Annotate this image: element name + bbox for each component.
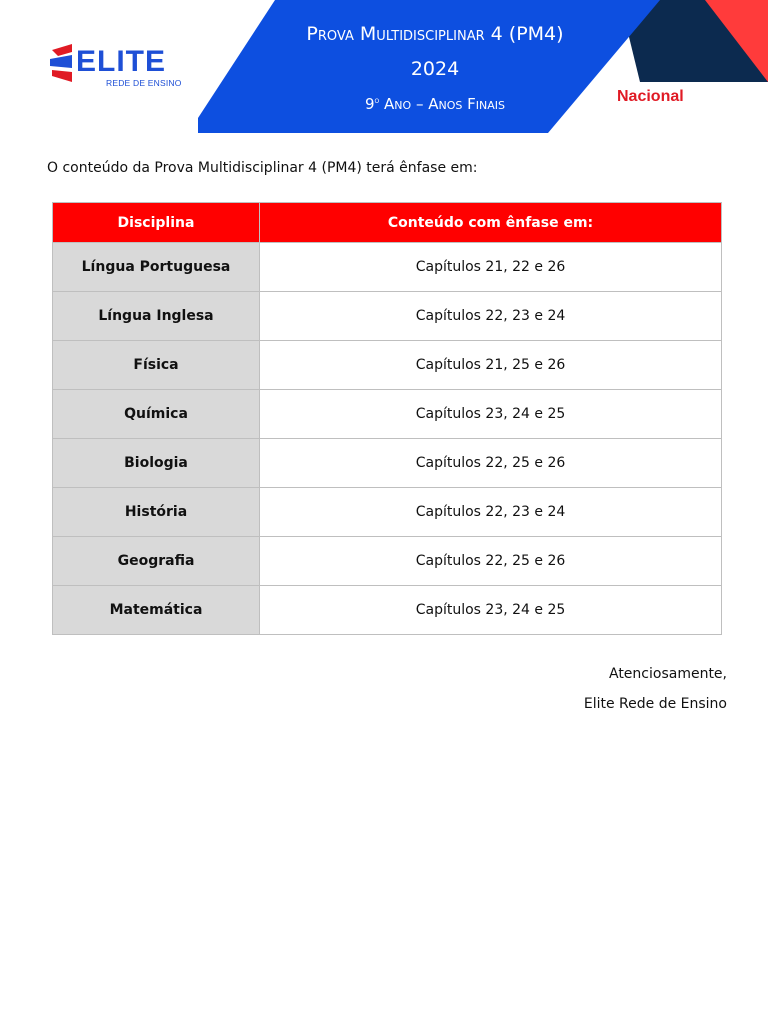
table-row: [53, 341, 722, 390]
table-row: [53, 292, 722, 341]
grade-label: [240, 88, 630, 117]
content-cell: Capítulos 21, 25 e 26: [260, 341, 722, 390]
closing-signer: Elite Rede de Ensino: [583, 696, 727, 712]
grade-description: Ano – Anos Finais: [379, 95, 505, 113]
column-header-content: Conteúdo com ênfase em:: [260, 203, 722, 243]
column-header-discipline: Disciplina: [53, 203, 260, 243]
table-row: [53, 390, 722, 439]
table-row: [53, 586, 722, 635]
subject-cell: História: [53, 488, 260, 537]
table-header-row: [53, 203, 722, 243]
logo-wordmark: ELITE: [76, 45, 167, 78]
closing-salutation: Atenciosamente,: [608, 666, 727, 682]
content-table: [52, 202, 722, 635]
region-label: Nacional: [617, 88, 684, 105]
exam-title: Prova Multidisciplinar 4 (PM4): [306, 23, 564, 45]
content-cell: Capítulos 23, 24 e 25: [260, 390, 722, 439]
subject-cell: Língua Portuguesa: [53, 243, 260, 292]
subject-cell: Geografia: [53, 537, 260, 586]
content-cell: Capítulos 23, 24 e 25: [260, 586, 722, 635]
table-row: [53, 439, 722, 488]
grade-number: 9: [365, 95, 375, 113]
table-row: [53, 243, 722, 292]
subject-cell: Química: [53, 390, 260, 439]
content-cell: Capítulos 22, 25 e 26: [260, 537, 722, 586]
closing-signature: [584, 664, 727, 724]
content-cell: Capítulos 22, 23 e 24: [260, 488, 722, 537]
content-cell: Capítulos 22, 25 e 26: [260, 439, 722, 488]
subject-cell: Matemática: [53, 586, 260, 635]
table-row: [53, 537, 722, 586]
content-cell: Capítulos 22, 23 e 24: [260, 292, 722, 341]
exam-year: 2024: [410, 58, 460, 80]
intro-text: O conteúdo da Prova Multidisciplinar 4 (PM4) terá ênfase em:: [47, 160, 478, 176]
logo-subtext: REDE DE ENSINO: [106, 78, 182, 88]
banner-text: [240, 20, 630, 117]
logo-mark-icon: [50, 44, 76, 82]
subject-cell: Biologia: [53, 439, 260, 488]
grade-ordinal: o: [374, 96, 380, 106]
elite-logo: [50, 44, 182, 90]
subject-cell: Língua Inglesa: [53, 292, 260, 341]
page-header: [0, 0, 768, 140]
table-row: [53, 488, 722, 537]
subject-cell: Física: [53, 341, 260, 390]
content-cell: Capítulos 21, 22 e 26: [260, 243, 722, 292]
